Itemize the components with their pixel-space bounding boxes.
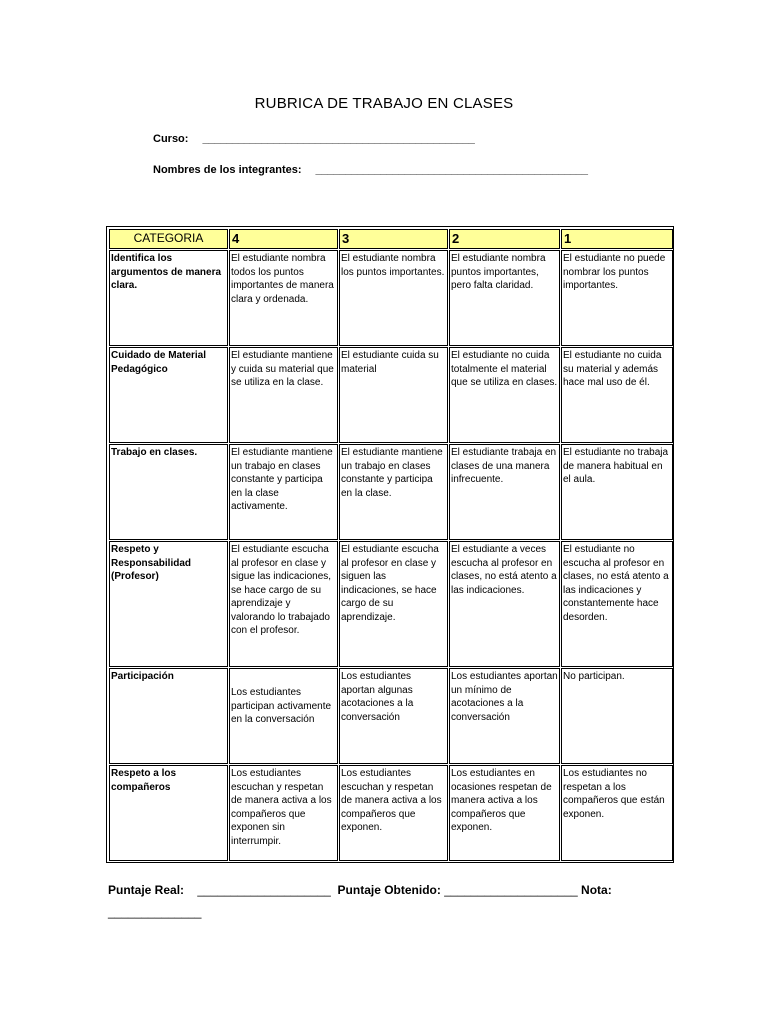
puntaje-obtenido-blank-line: ____________________	[444, 883, 578, 897]
descriptor-cell: Los estudiantes aportan un mínimo de acotaciones a la conversación	[449, 668, 560, 764]
nombres-field	[153, 164, 588, 176]
rubric-row	[109, 541, 673, 667]
descriptor-cell: El estudiante trabaja en clases de una manera infrecuente.	[449, 444, 560, 540]
descriptor-cell: Los estudiantes escuchan y respetan de manera activa a los compañeros que exponen sin interrumpir.	[229, 765, 338, 861]
descriptor-cell: Los estudiantes escuchan y respetan de manera activa a los compañeros que exponen.	[339, 765, 448, 861]
header-level-4: 4	[229, 229, 338, 249]
criterion-cell: Trabajo en clases.	[109, 444, 228, 540]
descriptor-cell: El estudiante escucha al profesor en clase y siguen las indicaciones, se hace cargo de su aprendizaje.	[339, 541, 448, 667]
puntaje-obtenido-label: Puntaje Obtenido:	[337, 883, 441, 897]
rubric-row	[109, 347, 673, 443]
criterion-cell: Participación	[109, 668, 228, 764]
header-level-1: 1	[561, 229, 673, 249]
descriptor-cell: El estudiante mantiene un trabajo en clases constante y participa en la clase.	[339, 444, 448, 540]
rubric-row	[109, 250, 673, 346]
header-category: CATEGORIA	[109, 229, 228, 249]
descriptor-cell: El estudiante mantiene y cuida su material que se utiliza en la clase.	[229, 347, 338, 443]
criterion-cell: Respeto a los compañeros	[109, 765, 228, 861]
score-footer	[108, 879, 628, 923]
descriptor-cell: El estudiante no escucha al profesor en clases, no está atento a las indicaciones y constantemente hace desorden.	[561, 541, 673, 667]
criterion-cell: Cuidado de Material Pedagógico	[109, 347, 228, 443]
rubric-row	[109, 668, 673, 764]
descriptor-cell: El estudiante no trabaja de manera habitual en el aula.	[561, 444, 673, 540]
descriptor-text: Los estudiantes participan activamente en la conversación	[231, 687, 332, 725]
puntaje-real-label: Puntaje Real:	[108, 883, 185, 897]
descriptor-cell: Los estudiantes no respetan a los compañeros que están exponen.	[561, 765, 673, 861]
descriptor-cell: El estudiante no puede nombrar los puntos importantes.	[561, 250, 673, 346]
rubric-table	[108, 228, 674, 862]
curso-field	[153, 133, 475, 145]
rubric-row	[109, 444, 673, 540]
descriptor-cell: Los estudiantes en ocasiones respetan de manera activa a los compañeros que exponen.	[449, 765, 560, 861]
descriptor-cell: El estudiante no cuida su material y además hace mal uso de él.	[561, 347, 673, 443]
nombres-label: Nombres de los integrantes:	[153, 164, 302, 176]
descriptor-cell: Los estudiantes aportan algunas acotaciones a la conversación	[339, 668, 448, 764]
rubric-row	[109, 765, 673, 861]
descriptor-cell: El estudiante cuida su material	[339, 347, 448, 443]
descriptor-cell: El estudiante nombra puntos importantes, pero falta claridad.	[449, 250, 560, 346]
header-level-2: 2	[449, 229, 560, 249]
nota-label: Nota:	[581, 883, 612, 897]
nota-blank-line: ______________	[108, 905, 202, 919]
curso-label: Curso:	[153, 133, 189, 145]
page-title: RUBRICA DE TRABAJO EN CLASES	[254, 95, 514, 112]
descriptor-cell: El estudiante nombra todos los puntos importantes de manera clara y ordenada.	[229, 250, 338, 346]
header-level-3: 3	[339, 229, 448, 249]
rubric-header-row	[109, 229, 673, 249]
descriptor-cell: El estudiante no cuida totalmente el material que se utiliza en clases.	[449, 347, 560, 443]
criterion-cell: Identifica los argumentos de manera clara.	[109, 250, 228, 346]
descriptor-cell: No participan.	[561, 668, 673, 764]
nombres-blank-line: ______________________________________________	[315, 164, 588, 176]
descriptor-cell: El estudiante a veces escucha al profesor en clases, no está atento a las indicaciones.	[449, 541, 560, 667]
descriptor-cell: El estudiante nombra los puntos importantes.	[339, 250, 448, 346]
descriptor-cell: El estudiante escucha al profesor en clase y sigue las indicaciones, se hace cargo de su aprendizaje y valorando lo trabajado con el profesor.	[229, 541, 338, 667]
criterion-cell: Respeto y Responsabilidad (Profesor)	[109, 541, 228, 667]
puntaje-real-blank-line: ____________________	[197, 883, 331, 897]
curso-blank-line: ______________________________________________	[202, 133, 475, 145]
descriptor-cell	[229, 668, 338, 764]
descriptor-cell: El estudiante mantiene un trabajo en clases constante y participa en la clase activamente.	[229, 444, 338, 540]
